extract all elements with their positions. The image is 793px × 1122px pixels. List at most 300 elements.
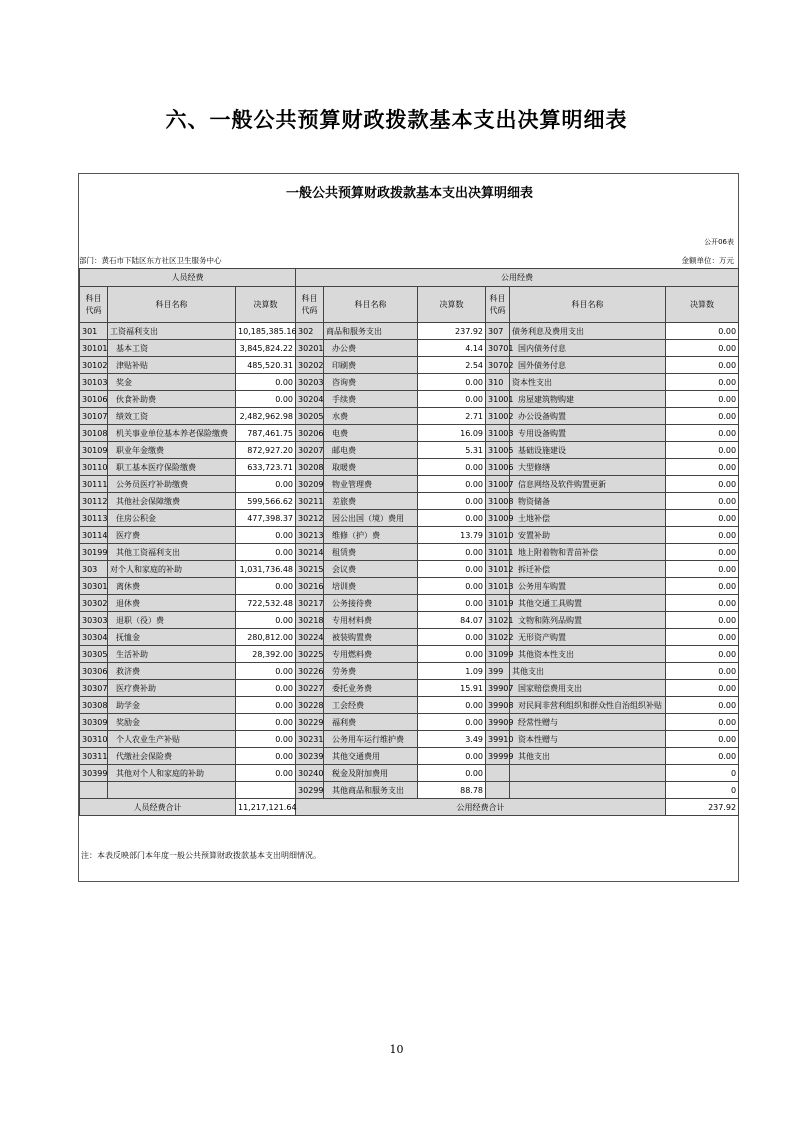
table-row — [80, 323, 739, 340]
table-row — [80, 374, 739, 391]
row-name: 其他商品和服务支出 — [324, 782, 418, 799]
row-code: 30308 — [80, 697, 108, 714]
row-name: 差旅费 — [324, 493, 418, 510]
row-code: 30239 — [296, 748, 324, 765]
row-code: 30226 — [296, 663, 324, 680]
row-amount: 0.00 — [236, 714, 296, 731]
page-number: 10 — [389, 1043, 404, 1056]
header-code: 科目代码 — [486, 287, 510, 323]
row-amount: 3,845,824.22 — [236, 340, 296, 357]
row-amount: 0.00 — [418, 748, 486, 765]
row-name: 其他交通费用 — [324, 748, 418, 765]
row-name: 住房公积金 — [108, 510, 236, 527]
row-amount: 88.78 — [418, 782, 486, 799]
row-name: 公务接待费 — [324, 595, 418, 612]
row-name: 物资储备 — [510, 493, 666, 510]
row-amount: 0.00 — [236, 680, 296, 697]
row-name: 对个人和家庭的补助 — [108, 561, 236, 578]
row-code: 30702 — [486, 357, 510, 374]
row-code: 30209 — [296, 476, 324, 493]
row-amount: 0.00 — [666, 544, 739, 561]
table-row — [80, 340, 739, 357]
row-name: 生活补助 — [108, 646, 236, 663]
row-amount: 0.00 — [418, 493, 486, 510]
row-name: 因公出国（境）费用 — [324, 510, 418, 527]
row-name: 劳务费 — [324, 663, 418, 680]
table-row — [80, 612, 739, 629]
row-amount: 237.92 — [418, 323, 486, 340]
row-code: 30227 — [296, 680, 324, 697]
row-code: 30112 — [80, 493, 108, 510]
row-code: 30309 — [80, 714, 108, 731]
row-amount: 0.00 — [418, 374, 486, 391]
row-code: 303 — [80, 561, 108, 578]
table-frame — [78, 173, 739, 882]
row-name: 资本性支出 — [510, 374, 666, 391]
row-amount: 0.00 — [666, 459, 739, 476]
row-code: 31009 — [486, 510, 510, 527]
row-amount: 2.71 — [418, 408, 486, 425]
row-code: 31011 — [486, 544, 510, 561]
row-code: 30299 — [296, 782, 324, 799]
row-name: 公务员医疗补助缴费 — [108, 476, 236, 493]
row-name: 代缴社会保险费 — [108, 748, 236, 765]
row-code: 30211 — [296, 493, 324, 510]
row-amount: 2.54 — [418, 357, 486, 374]
row-name: 房屋建筑物购建 — [510, 391, 666, 408]
table-row — [80, 748, 739, 765]
row-amount: 15.91 — [418, 680, 486, 697]
row-amount: 0.00 — [666, 680, 739, 697]
row-amount: 16.09 — [418, 425, 486, 442]
row-name: 经常性赠与 — [510, 714, 666, 731]
row-amount: 1,031,736.48 — [236, 561, 296, 578]
row-name: 水费 — [324, 408, 418, 425]
row-code: 30301 — [80, 578, 108, 595]
row-name: 工资福利支出 — [108, 323, 236, 340]
row-amount: 0.00 — [418, 765, 486, 782]
row-code: 31006 — [486, 459, 510, 476]
row-name: 土地补偿 — [510, 510, 666, 527]
section-public: 公用经费 — [296, 269, 739, 287]
table-row — [80, 663, 739, 680]
row-name: 职业年金缴费 — [108, 442, 236, 459]
table-row — [80, 578, 739, 595]
row-name: 抚恤金 — [108, 629, 236, 646]
row-amount: 0.00 — [666, 731, 739, 748]
row-code: 31012 — [486, 561, 510, 578]
row-code: 30229 — [296, 714, 324, 731]
row-name: 其他对个人和家庭的补助 — [108, 765, 236, 782]
row-amount: 28,392.00 — [236, 646, 296, 663]
row-code: 30212 — [296, 510, 324, 527]
row-code — [486, 765, 510, 782]
row-name: 个人农业生产补贴 — [108, 731, 236, 748]
row-code: 30217 — [296, 595, 324, 612]
row-code: 30306 — [80, 663, 108, 680]
row-amount: 0.00 — [236, 544, 296, 561]
row-amount: 0.00 — [666, 714, 739, 731]
row-code: 30216 — [296, 578, 324, 595]
row-name: 税金及附加费用 — [324, 765, 418, 782]
row-code: 31008 — [486, 493, 510, 510]
row-amount: 0.00 — [236, 476, 296, 493]
row-name: 其他工资福利支出 — [108, 544, 236, 561]
header-code: 科目代码 — [296, 287, 324, 323]
row-name: 安置补助 — [510, 527, 666, 544]
personnel-total-value: 11,217,121.64 — [236, 799, 296, 816]
row-name: 拆迁补偿 — [510, 561, 666, 578]
row-amount: 0.00 — [236, 374, 296, 391]
row-code: 30107 — [80, 408, 108, 425]
row-code: 30202 — [296, 357, 324, 374]
form-number: 公开06表 — [704, 238, 734, 246]
row-amount: 2,482,962.98 — [236, 408, 296, 425]
row-code: 30307 — [80, 680, 108, 697]
row-code: 30305 — [80, 646, 108, 663]
row-name: 资本性赠与 — [510, 731, 666, 748]
header-name: 科目名称 — [510, 287, 666, 323]
row-name: 职工基本医疗保险缴费 — [108, 459, 236, 476]
row-name: 债务利息及费用支出 — [510, 323, 666, 340]
row-amount: 0.00 — [418, 697, 486, 714]
row-amount: 0.00 — [418, 646, 486, 663]
row-code: 30218 — [296, 612, 324, 629]
row-name: 助学金 — [108, 697, 236, 714]
row-amount: 1.09 — [418, 663, 486, 680]
row-amount: 0.00 — [236, 663, 296, 680]
table-row — [80, 510, 739, 527]
row-code: 30303 — [80, 612, 108, 629]
row-code: 31099 — [486, 646, 510, 663]
row-code: 30231 — [296, 731, 324, 748]
header-name: 科目名称 — [324, 287, 418, 323]
row-amount: 0.00 — [666, 697, 739, 714]
row-code — [80, 782, 108, 799]
table-row — [80, 391, 739, 408]
row-name — [510, 782, 666, 799]
row-name: 对民间非营利组织和群众性自治组织补贴 — [510, 697, 666, 714]
row-name: 离休费 — [108, 578, 236, 595]
row-amount: 0.00 — [666, 748, 739, 765]
row-name: 基本工资 — [108, 340, 236, 357]
row-name — [510, 765, 666, 782]
row-code: 30225 — [296, 646, 324, 663]
row-amount: 0.00 — [666, 340, 739, 357]
row-name: 商品和服务支出 — [324, 323, 418, 340]
row-amount: 0.00 — [418, 476, 486, 493]
row-amount: 0.00 — [418, 561, 486, 578]
row-amount: 0.00 — [666, 425, 739, 442]
row-amount: 0.00 — [666, 391, 739, 408]
row-amount: 599,566.62 — [236, 493, 296, 510]
row-code: 30204 — [296, 391, 324, 408]
row-name: 退职（役）费 — [108, 612, 236, 629]
row-name — [108, 782, 236, 799]
header-amount: 决算数 — [236, 287, 296, 323]
row-code: 30203 — [296, 374, 324, 391]
row-code: 307 — [486, 323, 510, 340]
row-name: 办公设备购置 — [510, 408, 666, 425]
row-code: 310 — [486, 374, 510, 391]
row-code: 31010 — [486, 527, 510, 544]
row-code: 30111 — [80, 476, 108, 493]
row-amount: 5.31 — [418, 442, 486, 459]
row-code: 30206 — [296, 425, 324, 442]
row-amount: 0.00 — [666, 612, 739, 629]
row-amount: 0.00 — [666, 323, 739, 340]
row-code: 302 — [296, 323, 324, 340]
row-amount: 477,398.37 — [236, 510, 296, 527]
header-amount: 决算数 — [666, 287, 739, 323]
row-name: 津贴补贴 — [108, 357, 236, 374]
row-name: 取暖费 — [324, 459, 418, 476]
row-name: 手续费 — [324, 391, 418, 408]
row-name: 物业管理费 — [324, 476, 418, 493]
row-code: 39909 — [486, 714, 510, 731]
row-name: 其他交通工具购置 — [510, 595, 666, 612]
row-amount — [236, 782, 296, 799]
row-name: 培训费 — [324, 578, 418, 595]
row-code: 30199 — [80, 544, 108, 561]
row-amount: 0 — [666, 765, 739, 782]
row-name: 伙食补助费 — [108, 391, 236, 408]
table-row — [80, 357, 739, 374]
row-amount: 0.00 — [236, 527, 296, 544]
row-amount: 787,461.75 — [236, 425, 296, 442]
row-amount: 722,532.48 — [236, 595, 296, 612]
table-row — [80, 442, 739, 459]
row-amount: 0.00 — [418, 629, 486, 646]
row-name: 邮电费 — [324, 442, 418, 459]
row-code: 30113 — [80, 510, 108, 527]
row-amount: 0.00 — [666, 578, 739, 595]
row-name: 奖励金 — [108, 714, 236, 731]
row-amount: 872,927.20 — [236, 442, 296, 459]
row-code: 30213 — [296, 527, 324, 544]
row-name: 咨询费 — [324, 374, 418, 391]
row-code: 30701 — [486, 340, 510, 357]
row-code: 30108 — [80, 425, 108, 442]
row-name: 奖金 — [108, 374, 236, 391]
row-name: 福利费 — [324, 714, 418, 731]
row-amount: 3.49 — [418, 731, 486, 748]
row-code: 30399 — [80, 765, 108, 782]
row-name: 其他支出 — [510, 663, 666, 680]
row-name: 其他支出 — [510, 748, 666, 765]
row-amount: 0.00 — [666, 561, 739, 578]
row-name: 会议费 — [324, 561, 418, 578]
row-amount: 0.00 — [418, 578, 486, 595]
department-label: 部门：黄石市下陆区东方社区卫生服务中心 — [79, 256, 222, 265]
row-amount: 0.00 — [666, 442, 739, 459]
row-amount: 0.00 — [666, 374, 739, 391]
row-amount: 0.00 — [418, 459, 486, 476]
row-name: 专用设备购置 — [510, 425, 666, 442]
row-code: 30228 — [296, 697, 324, 714]
table-row — [80, 561, 739, 578]
row-amount: 633,723.71 — [236, 459, 296, 476]
table-title: 一般公共预算财政拨款基本支出决算明细表 — [285, 186, 533, 201]
row-name: 专用燃料费 — [324, 646, 418, 663]
table-row — [80, 527, 739, 544]
row-amount: 0.00 — [418, 391, 486, 408]
row-code: 30201 — [296, 340, 324, 357]
row-code: 31007 — [486, 476, 510, 493]
section-header-row — [80, 269, 739, 287]
row-name: 国外债务付息 — [510, 357, 666, 374]
row-name: 专用材料费 — [324, 612, 418, 629]
row-code: 30110 — [80, 459, 108, 476]
table-row — [80, 408, 739, 425]
header-code: 科目代码 — [80, 287, 108, 323]
header-amount: 决算数 — [418, 287, 486, 323]
row-name: 大型修缮 — [510, 459, 666, 476]
row-name: 维修（护）费 — [324, 527, 418, 544]
row-code: 30106 — [80, 391, 108, 408]
unit-label: 金额单位：万元 — [681, 256, 734, 265]
row-code: 30205 — [296, 408, 324, 425]
row-name: 救济费 — [108, 663, 236, 680]
row-code: 30302 — [80, 595, 108, 612]
row-code: 30224 — [296, 629, 324, 646]
row-name: 公务用车运行维护费 — [324, 731, 418, 748]
row-amount: 0.00 — [236, 697, 296, 714]
table-row — [80, 459, 739, 476]
expenditure-table — [79, 268, 739, 816]
row-code: 31021 — [486, 612, 510, 629]
row-code: 39908 — [486, 697, 510, 714]
table-row — [80, 476, 739, 493]
row-amount: 0.00 — [418, 595, 486, 612]
row-code: 30109 — [80, 442, 108, 459]
row-amount: 0.00 — [666, 527, 739, 544]
row-amount: 0.00 — [666, 595, 739, 612]
page-title: 六、一般公共预算财政拨款基本支出决算明细表 — [165, 107, 628, 132]
row-amount: 0.00 — [418, 510, 486, 527]
row-code: 39999 — [486, 748, 510, 765]
row-code: 30215 — [296, 561, 324, 578]
row-name: 绩效工资 — [108, 408, 236, 425]
row-name: 电费 — [324, 425, 418, 442]
section-personnel: 人员经费 — [80, 269, 296, 287]
row-amount: 13.79 — [418, 527, 486, 544]
row-name: 国家赔偿费用支出 — [510, 680, 666, 697]
row-name: 委托业务费 — [324, 680, 418, 697]
table-row — [80, 595, 739, 612]
row-amount: 0.00 — [418, 544, 486, 561]
table-row — [80, 697, 739, 714]
row-code: 31002 — [486, 408, 510, 425]
row-name: 文物和陈列品购置 — [510, 612, 666, 629]
row-name: 国内债务付息 — [510, 340, 666, 357]
row-code: 31022 — [486, 629, 510, 646]
row-amount: 0.00 — [666, 493, 739, 510]
table-row — [80, 425, 739, 442]
row-amount: 0.00 — [236, 578, 296, 595]
row-code: 30310 — [80, 731, 108, 748]
totals-row — [80, 799, 739, 816]
row-amount: 485,520.31 — [236, 357, 296, 374]
table-row — [80, 493, 739, 510]
row-name: 办公费 — [324, 340, 418, 357]
row-code: 30103 — [80, 374, 108, 391]
table-row — [80, 544, 739, 561]
header-name: 科目名称 — [108, 287, 236, 323]
row-amount: 0.00 — [666, 476, 739, 493]
row-amount: 0.00 — [236, 391, 296, 408]
row-amount: 0 — [666, 782, 739, 799]
row-amount: 0.00 — [236, 612, 296, 629]
row-amount: 84.07 — [418, 612, 486, 629]
row-amount: 0.00 — [236, 748, 296, 765]
row-code — [486, 782, 510, 799]
public-total-label: 公用经费合计 — [296, 799, 666, 816]
row-code: 31003 — [486, 425, 510, 442]
row-code: 30240 — [296, 765, 324, 782]
row-amount: 280,812.00 — [236, 629, 296, 646]
row-code: 39907 — [486, 680, 510, 697]
table-row — [80, 629, 739, 646]
row-code: 30207 — [296, 442, 324, 459]
row-code: 30208 — [296, 459, 324, 476]
row-name: 公务用车购置 — [510, 578, 666, 595]
public-total-value: 237.92 — [666, 799, 739, 816]
row-name: 信息网络及软件购置更新 — [510, 476, 666, 493]
row-name: 工会经费 — [324, 697, 418, 714]
table-row — [80, 782, 739, 799]
table-row — [80, 646, 739, 663]
row-code: 30114 — [80, 527, 108, 544]
row-code: 301 — [80, 323, 108, 340]
row-amount: 10,185,385.16 — [236, 323, 296, 340]
row-amount: 0.00 — [666, 408, 739, 425]
table-row — [80, 765, 739, 782]
row-name: 被装购置费 — [324, 629, 418, 646]
row-name: 基础设施建设 — [510, 442, 666, 459]
row-name: 机关事业单位基本养老保险缴费 — [108, 425, 236, 442]
row-amount: 0.00 — [418, 714, 486, 731]
row-code: 31013 — [486, 578, 510, 595]
row-name: 医疗费 — [108, 527, 236, 544]
row-amount: 0.00 — [666, 646, 739, 663]
row-name: 无形资产购置 — [510, 629, 666, 646]
row-code: 31001 — [486, 391, 510, 408]
row-amount: 0.00 — [236, 731, 296, 748]
row-amount: 0.00 — [666, 629, 739, 646]
row-amount: 0.00 — [236, 765, 296, 782]
row-code: 399 — [486, 663, 510, 680]
row-name: 其他资本性支出 — [510, 646, 666, 663]
row-name: 租赁费 — [324, 544, 418, 561]
row-amount: 0.00 — [666, 510, 739, 527]
row-name: 印刷费 — [324, 357, 418, 374]
row-code: 30101 — [80, 340, 108, 357]
table-row — [80, 680, 739, 697]
row-amount: 4.14 — [418, 340, 486, 357]
column-header-row — [80, 287, 739, 323]
row-name: 地上附着物和青苗补偿 — [510, 544, 666, 561]
row-code: 30214 — [296, 544, 324, 561]
row-code: 31005 — [486, 442, 510, 459]
row-code: 30311 — [80, 748, 108, 765]
row-amount: 0.00 — [666, 663, 739, 680]
table-note: 注：本表反映部门本年度一般公共预算财政拨款基本支出明细情况。 — [81, 851, 321, 860]
row-code: 39910 — [486, 731, 510, 748]
row-code: 31019 — [486, 595, 510, 612]
row-name: 退休费 — [108, 595, 236, 612]
row-name: 医疗费补助 — [108, 680, 236, 697]
